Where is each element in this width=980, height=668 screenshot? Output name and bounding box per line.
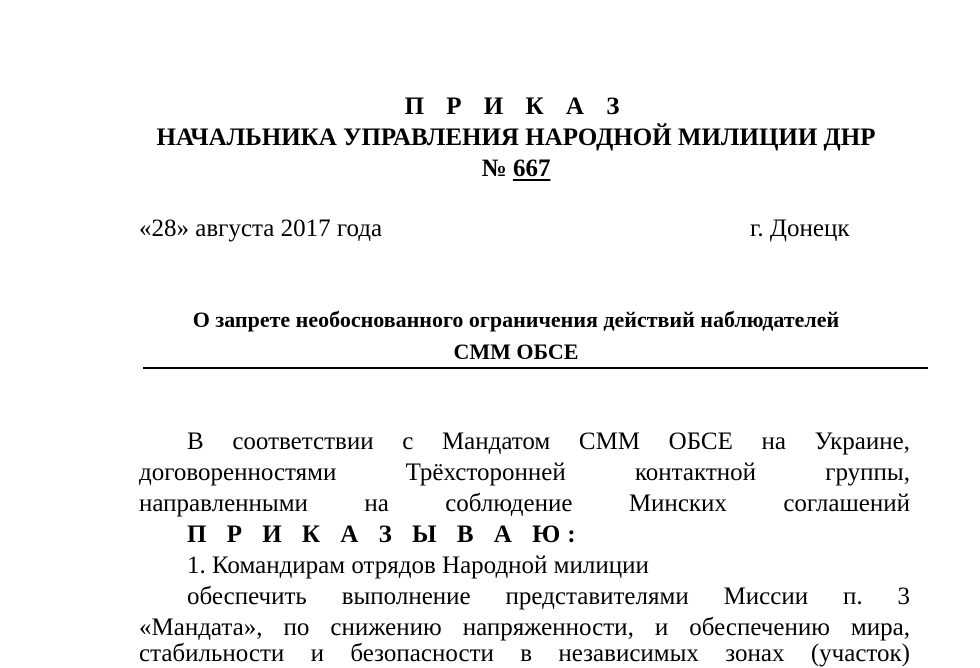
word: на	[761, 428, 786, 455]
word: в	[520, 640, 533, 667]
word: соглашений	[783, 490, 910, 517]
word: 3	[897, 583, 910, 610]
word: обеспечить	[187, 583, 307, 610]
paragraph-1-line-2	[139, 459, 910, 487]
word: В	[187, 428, 204, 455]
word: группы,	[825, 459, 910, 486]
word: Миссии	[723, 583, 809, 610]
word: и	[310, 640, 325, 667]
subject-line-2: СММ ОБСЕ	[453, 339, 579, 364]
word: снижению	[330, 614, 442, 641]
order-number-line	[0, 155, 980, 183]
subject-line-1: О запрете необоснованного ограничения действий наблюдателей	[192, 307, 840, 332]
item-1-line-3-text	[139, 640, 910, 668]
order-directive-word: П Р И К А З Ы В А Ю:	[187, 521, 583, 548]
word: независимых	[558, 640, 699, 667]
word: мира,	[850, 614, 910, 641]
order-number-prefix: №	[481, 155, 513, 182]
word: ОБСЕ	[668, 428, 733, 455]
word: стабильности	[139, 640, 285, 667]
word: зонах	[725, 640, 785, 667]
word: Украине,	[814, 428, 910, 455]
word: на	[364, 490, 389, 517]
word: Трёхсторонней	[405, 459, 566, 486]
word: соответствии	[232, 428, 374, 455]
order-title: П Р И К А З	[404, 93, 628, 120]
item-1-line-3-cropped	[139, 638, 910, 667]
word: договоренностями	[139, 459, 337, 486]
word: контактной	[634, 459, 757, 486]
word: выполнение	[341, 583, 471, 610]
word: с	[402, 428, 414, 455]
word: обеспечению	[689, 614, 830, 641]
word: «Мандата»,	[139, 614, 263, 641]
word: и	[654, 614, 669, 641]
paragraph-1-line-1	[187, 428, 910, 456]
word: Мандатом	[441, 428, 551, 455]
paragraph-1-line-3	[139, 490, 910, 518]
order-issuer: НАЧАЛЬНИКА УПРАВЛЕНИЯ НАРОДНОЙ МИЛИЦИИ ДНР	[156, 124, 876, 151]
word: представителями	[505, 583, 689, 610]
item-1-line-1	[187, 583, 910, 611]
order-date: «28» августа 2017 года	[139, 215, 383, 242]
order-city: г. Донецк	[750, 215, 850, 242]
word: направленными	[139, 490, 308, 517]
word: (участок)	[810, 640, 910, 667]
word: СММ	[578, 428, 641, 455]
word: напряженности,	[462, 614, 634, 641]
word: по	[283, 614, 310, 641]
word: п.	[842, 583, 863, 610]
order-number: 667	[512, 155, 551, 182]
item-1-title: 1. Командирам отрядов Народной милиции	[187, 552, 649, 579]
word: безопасности	[350, 640, 494, 667]
word: Минских	[628, 490, 727, 517]
word: соблюдение	[445, 490, 573, 517]
subject-underline	[143, 367, 928, 369]
